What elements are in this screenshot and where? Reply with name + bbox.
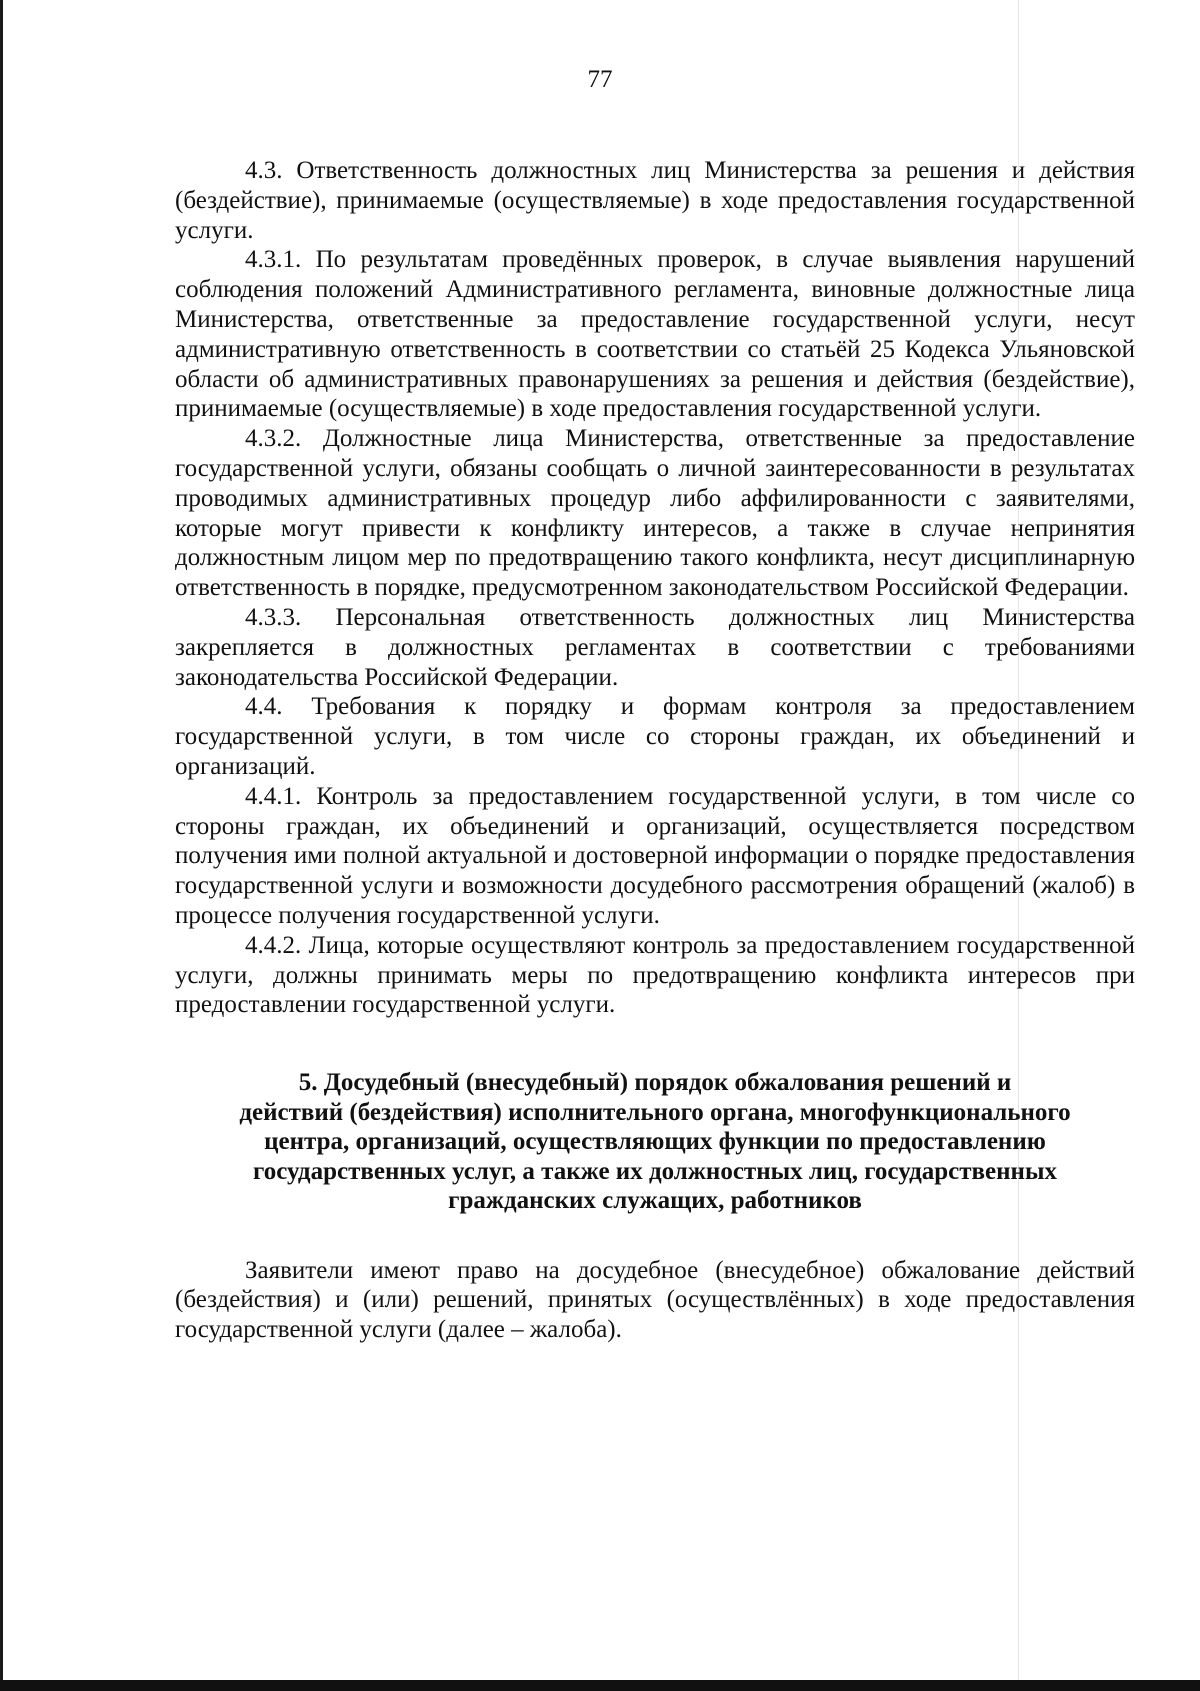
paragraph-4-3-2: 4.3.2. Должностные лица Министерства, ответственные за предоставление государственной услуги, обязаны сообщать о личной заинтересованности в результатах проводимых административных процедур либо аффилированности с заявителями, которые могут привести к конфликту интересов, а также в случае непринятия должностным лицом мер по предотвращению такого конфликта, несут дисциплинарную ответственность в порядке, предусмотренном законодательством Российской Федерации. [175, 425, 1135, 602]
page-number: 77 [587, 66, 613, 93]
section-heading-line: действий (бездействия) исполнительного органа, многофункционального [239, 1098, 1071, 1126]
section-heading-line: центра, организаций, осуществляющих функции по предоставлению [264, 1128, 1046, 1156]
document-body [175, 156, 1135, 1345]
section-5-heading [175, 1068, 1135, 1216]
paragraph-4-4-1: 4.4.1. Контроль за предоставлением государственной услуги, в том числе со стороны граждан, их объединений и организаций, осуществляется посредством получения ими полной актуальной и достоверной информации о порядке предоставления государственной услуги и возможности досудебного рассмотрения обращений (жалоб) в процессе получения государственной услуги. [175, 782, 1135, 929]
section-heading-line: гражданских служащих, работников [448, 1187, 862, 1215]
section-heading-line: государственных услуг, а также их должностных лиц, государственных [253, 1157, 1057, 1185]
paragraph-4-3-3: 4.3.3. Персональная ответственность должностных лиц Министерства закрепляется в должностных регламентах в соответствии с требованиями законодательства Российской Федерации. [175, 603, 1135, 691]
paragraph-5-intro: Заявители имеют право на досудебное (внесудебное) обжалование действий (бездействия) и (или) решений, принятых (осуществлённых) в ходе предоставления государственной услуги (далее – жалоба). [175, 1256, 1135, 1344]
paragraph-4-4-2: 4.4.2. Лица, которые осуществляют контроль за предоставлением государственной услуги, должны принимать меры по предотвращению конфликта интересов при предоставлении государственной услуги. [175, 931, 1135, 1019]
section-heading-line: 5. Досудебный (внесудебный) порядок обжалования решений и [298, 1069, 1012, 1097]
paragraph-4-4: 4.4. Требования к порядку и формам контроля за предоставлением государственной услуги, в том числе со стороны граждан, их объединений и организаций. [175, 693, 1135, 780]
paragraph-4-3-1: 4.3.1. По результатам проведённых проверок, в случае выявления нарушений соблюдения положений Административного регламента, виновные должностные лица Министерства, ответственные за предоставление государственной услуги, несут административную ответственность в соответствии со статьёй 25 Кодекса Ульяновской области об административных правонарушениях за решения и действия (бездействие), принимаемые (осуществляемые) в ходе предоставления государственной услуги. [175, 246, 1135, 423]
scan-edge-bottom [0, 1680, 1200, 1691]
scan-edge-left [0, 0, 3, 1691]
paragraph-4-3: 4.3. Ответственность должностных лиц Министерства за решения и действия (бездействие), принимаемые (осуществляемые) в ходе предоставления государственной услуги. [175, 157, 1135, 244]
